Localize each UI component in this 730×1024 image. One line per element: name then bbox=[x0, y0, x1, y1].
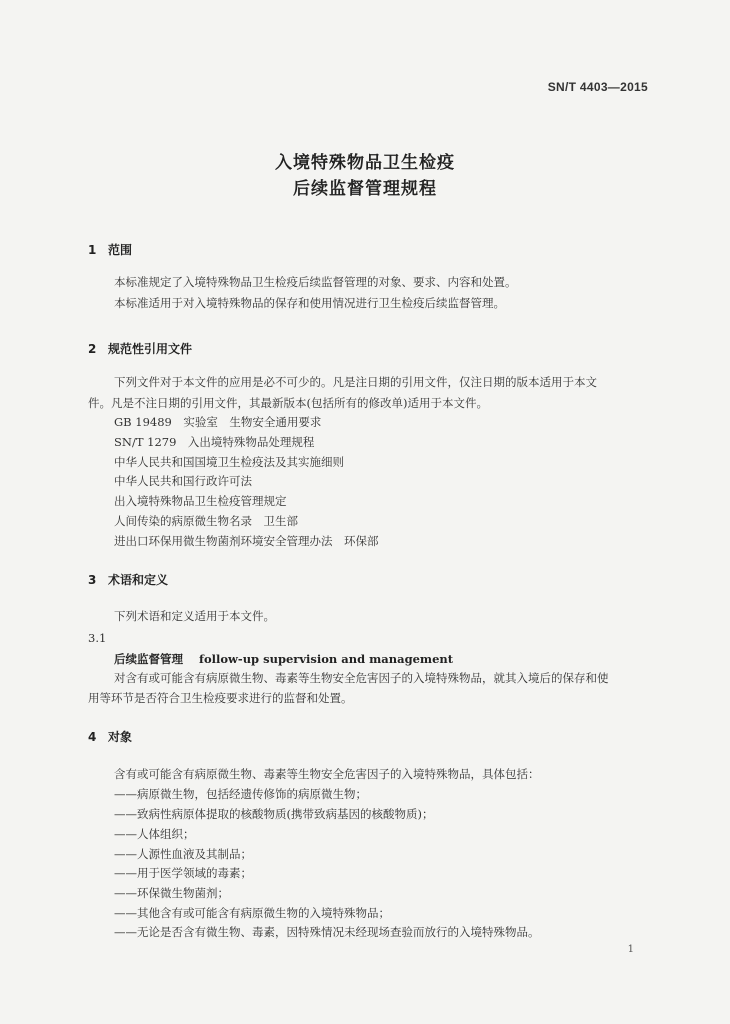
term-entry bbox=[114, 651, 453, 667]
section-4-heading bbox=[88, 728, 132, 745]
list-item: ——用于医学领域的毒素； bbox=[114, 866, 252, 880]
section-title: 范围 bbox=[108, 243, 133, 257]
paragraph: 含有或可能含有病原微生物、毒素等生物安全危害因子的入境特殊物品，具体包括： bbox=[114, 767, 540, 781]
definition-text: 对含有或可能含有病原微生物、毒素等生物安全危害因子的入境特殊物品，就其入境后的保存和使 bbox=[114, 671, 609, 685]
term-chinese: 后续监督管理 bbox=[114, 652, 183, 666]
document-title-line-1: 入境特殊物品卫生检疫 bbox=[275, 153, 455, 173]
page-number: 1 bbox=[627, 944, 634, 955]
reference-item: 中华人民共和国行政许可法 bbox=[114, 474, 252, 488]
paragraph: 本标准适用于对入境特殊物品的保存和使用情况进行卫生检疫后续监督管理。 bbox=[114, 296, 505, 310]
section-number: 1 bbox=[88, 243, 97, 257]
list-item: ——人体组织； bbox=[114, 827, 195, 841]
list-item: ——无论是否含有微生物、毒素，因特殊情况未经现场查验而放行的入境特殊物品。 bbox=[114, 925, 540, 939]
reference-item: 中华人民共和国国境卫生检疫法及其实施细则 bbox=[114, 455, 344, 469]
reference-item: 人间传染的病原微生物名录 卫生部 bbox=[114, 514, 298, 528]
paragraph: 本标准规定了入境特殊物品卫生检疫后续监督管理的对象、要求、内容和处置。 bbox=[114, 275, 517, 289]
section-number: 4 bbox=[88, 730, 97, 744]
section-title: 对象 bbox=[108, 730, 133, 744]
document-title-line-2: 后续监督管理规程 bbox=[293, 179, 437, 199]
clause-number: 3.1 bbox=[88, 631, 107, 645]
reference-item: SN/T 1279 入出境特殊物品处理规程 bbox=[114, 435, 315, 449]
definition-text: 用等环节是否符合卫生检疫要求进行的监督和处置。 bbox=[88, 691, 353, 705]
list-item: ——人源性血液及其制品； bbox=[114, 847, 252, 861]
paragraph: 下列文件对于本文件的应用是必不可少的。凡是注日期的引用文件，仅注日期的版本适用于本文 bbox=[114, 375, 597, 389]
section-title: 术语和定义 bbox=[108, 573, 169, 587]
section-1-heading bbox=[88, 241, 132, 258]
section-title: 规范性引用文件 bbox=[108, 342, 193, 356]
section-2-heading bbox=[88, 340, 192, 357]
reference-item: 出入境特殊物品卫生检疫管理规定 bbox=[114, 494, 287, 508]
standard-code: SN/T 4403—2015 bbox=[547, 80, 648, 94]
section-number: 2 bbox=[88, 342, 97, 356]
paragraph: 件。凡是不注日期的引用文件，其最新版本(包括所有的修改单)适用于本文件。 bbox=[88, 396, 488, 410]
reference-item: GB 19489 实验室 生物安全通用要求 bbox=[114, 415, 322, 429]
list-item: ——致病性病原体提取的核酸物质(携带致病基因的核酸物质)； bbox=[114, 807, 434, 821]
list-item: ——环保微生物菌剂； bbox=[114, 886, 229, 900]
list-item: ——其他含有或可能含有病原微生物的入境特殊物品； bbox=[114, 906, 390, 920]
section-3-heading bbox=[88, 571, 168, 588]
paragraph: 下列术语和定义适用于本文件。 bbox=[114, 609, 275, 623]
term-english: follow-up supervision and management bbox=[199, 652, 454, 666]
reference-item: 进出口环保用微生物菌剂环境安全管理办法 环保部 bbox=[114, 534, 379, 548]
list-item: ——病原微生物，包括经遗传修饰的病原微生物； bbox=[114, 787, 367, 801]
section-number: 3 bbox=[88, 573, 97, 587]
